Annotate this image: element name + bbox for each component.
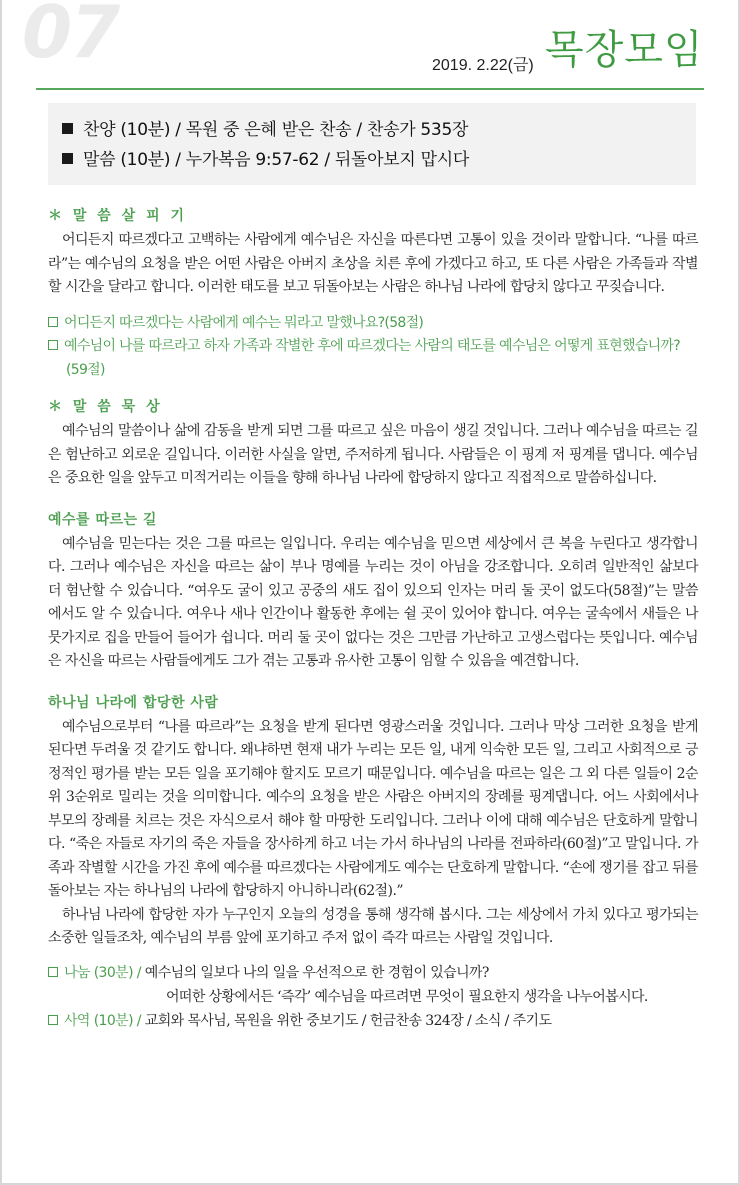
share-label-text: 나눔 (30분) / — [64, 964, 141, 981]
meeting-date: 2019. 2.22(금) — [432, 57, 534, 74]
main-content — [48, 203, 698, 1033]
mission-row — [48, 1009, 698, 1033]
summary-praise-text: 찬양 (10분) / 목원 중 은혜 받은 찬송 / 찬송가 535장 — [83, 120, 469, 140]
share-label — [48, 965, 141, 981]
share-question-1: 예수님의 일보다 나의 일을 우선적으로 한 경험이 있습니까? — [144, 964, 489, 981]
summary-word — [62, 145, 682, 175]
subheading-worthy-person: 하나님 나라에 합당한 사람 — [48, 694, 219, 711]
square-bullet-icon — [62, 123, 73, 134]
follow-way-paragraph: 예수님을 믿는다는 것은 그를 따르는 일입니다. 우리는 예수님을 믿으면 세상에서 큰 복을 누린다고 생각합니다. 그러나 예수님은 자신을 따르는 삶이 부나 명예를 누리는 것이 아님을 강조합니다. 오히려 일반적인 삶보다 더 험난할 수 있습니다. “여우도 굴이 있고 공중의 새도 집이 있으되 인자는 머리 둘 곳이 없도다(58절)”는 말씀에서도 알 수 있습니다. 여우나 새나 인간이나 활동한 후에는 쉴 곳이 있어야 합니다. 여우는 굴속에서 새들은 나뭇가지로 집을 만들어 들어가 쉽니다. 머리 둘 곳이 없다는 것은 그만큼 가난하고 고생스럽다는 뜻입니다. 예수님은 자신을 따르는 사람들에게도 그가 겪는 고통과 유사한 고통이 임할 수 있음을 예견합니다. — [48, 535, 698, 669]
summary-box — [48, 103, 696, 185]
page-title: 목장모임 — [545, 27, 704, 73]
footer-activities — [48, 961, 698, 1033]
section-heading-meditate: ＊ 말 씀 묵 상 — [48, 399, 163, 415]
meditate-intro-paragraph: 예수님의 말씀이나 삶에 감동을 받게 되면 그를 따르고 싶은 마음이 생길 것입니다. 그러나 예수님을 따르는 길은 험난하고 외로운 길입니다. 이러한 사실을 알면, 주저하게 됩니다. 사람들은 이 핑계 저 핑계를 댑니다. 예수님은 중요한 일을 앞두고 미적거리는 이들을 향해 하나님 나라에 합당하지 않다고 직접적으로 말씀하십니다. — [48, 423, 698, 486]
subheading-follow-way: 예수를 따르는 길 — [48, 511, 157, 528]
checkbox-square-icon — [48, 340, 58, 350]
share-row — [48, 961, 698, 985]
mission-label-text: 사역 (10분) / — [64, 1012, 141, 1029]
section-heading-look: ＊ 말 씀 살 피 기 — [48, 208, 187, 224]
page-number: 07 — [22, 0, 119, 74]
worthy-person-paragraph-2: 하나님 나라에 합당한 자가 누구인지 오늘의 성경을 통해 생각해 봅시다. 그는 세상에서 가치 있다고 평가되는 소중한 일들조차, 예수님의 부름 앞에 포기하고 주저 없이 즉각 따르는 사람일 것입니다. — [48, 906, 698, 946]
question-list — [48, 312, 698, 383]
question-text: 어디든지 따르겠다는 사람에게 예수는 뭐라고 말했나요?(58절) — [64, 314, 424, 331]
question-item — [48, 335, 698, 382]
worthy-person-paragraph: 예수님으로부터 “나를 따르라”는 요청을 받게 된다면 영광스러울 것입니다. 그러나 막상 그러한 요청을 받게 된다면 두려울 것 같기도 합니다. 왜냐하면 현재 내가 누리는 모든 일, 내게 익숙한 모든 일, 그리고 사회적으로 긍정적인 평가를 받는 모든 일을 포기해야 할지도 모르기 때문입니다. 예수님을 따르는 일은 그 외 다른 일들이 2순위 3순위로 밀리는 것을 의미합니다. 예수의 요청을 받은 사람은 아버지의 장례를 핑계댑니다. 어느 사회에서나 부모의 장례를 치르는 것은 자식으로서 해야 할 마땅한 도리입니다. 그러나 이에 대해 예수님은 단호하게 말합니다. “죽은 자들로 자기의 죽은 자들을 장사하게 하고 너는 가서 하나님의 나라를 전파하라(60절)”고 말입니다. 가족과 작별할 시간을 가진 후에 예수를 따르겠다는 사람에게도 예수는 단호하게 말합니다. “손에 쟁기를 잡고 뒤를 돌아보는 자는 하나님의 나라에 합당하지 아니하니라(62절).” — [48, 718, 698, 899]
mission-text: 교회와 목사님, 목원을 위한 중보기도 / 헌금찬송 324장 / 소식 / 주기도 — [144, 1012, 552, 1029]
summary-word-text: 말씀 (10분) / 누가복음 9:57-62 / 뒤돌아보지 맙시다 — [83, 150, 469, 170]
share-row-2 — [48, 985, 698, 1009]
checkbox-square-icon — [48, 967, 58, 977]
square-bullet-icon — [62, 153, 73, 164]
summary-praise — [62, 115, 682, 145]
checkbox-square-icon — [48, 317, 58, 327]
header-divider — [36, 88, 704, 90]
question-text: 예수님이 나를 따르라고 하자 가족과 작별한 후에 따르겠다는 사람의 태도를 예수님은 어떻게 표현했습니까?(59절) — [64, 338, 680, 378]
look-paragraph: 어디든지 따르겠다고 고백하는 사람에게 예수님은 자신을 따른다면 고통이 있을 것이라 말합니다. “나를 따르라”는 예수님의 요청을 받은 어떤 사람은 아버지 초상을 치른 후에 가겠다고 하고, 또 다른 사람은 가족들과 작별할 시간을 달라고 합니다. 이러한 태도를 보고 뒤돌아보는 사람은 하나님 나라에 합당치 않다고 꾸짖습니다. — [48, 232, 698, 295]
question-item — [48, 312, 698, 336]
checkbox-square-icon — [48, 1015, 58, 1025]
mission-label — [48, 1013, 141, 1029]
share-question-2: 어떠한 상황에서든 ‘즉각’ 예수님을 따르려면 무엇이 필요한지 생각을 나누어봅시다. — [166, 988, 648, 1005]
